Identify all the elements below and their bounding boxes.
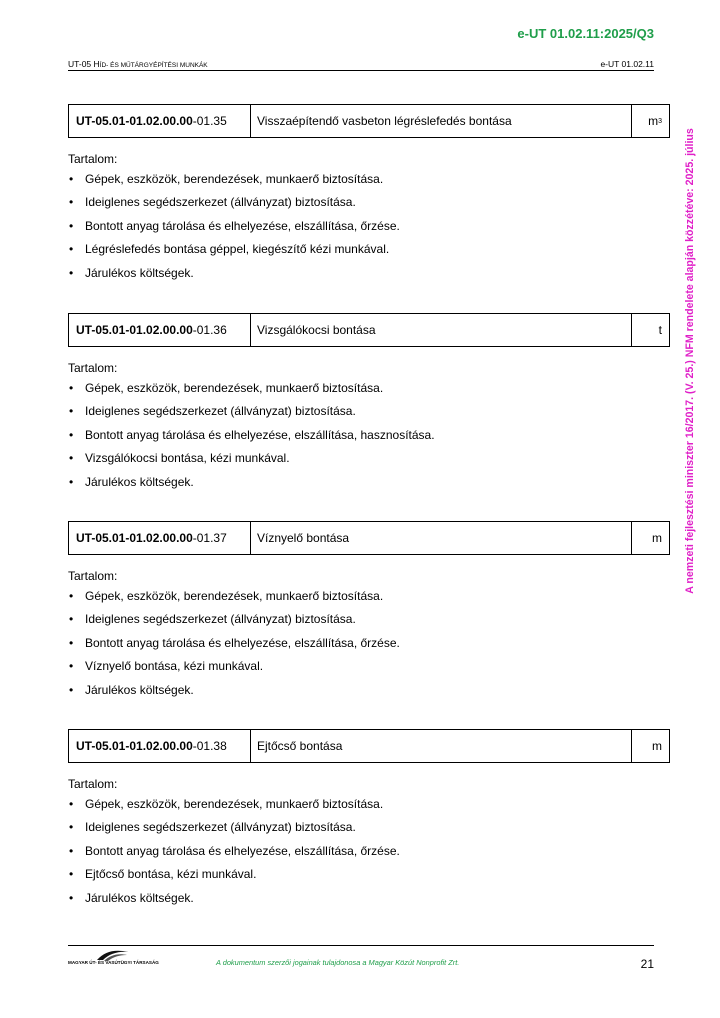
item-code-suffix: -01.37 [192, 531, 227, 545]
work-item [68, 729, 670, 914]
list-item: • Járulékos költségek. [68, 683, 670, 706]
item-header-table [68, 729, 670, 763]
item-code-main: UT-05.01-01.02.00.00 [76, 531, 193, 545]
organization-logo [68, 948, 160, 970]
content-label: Tartalom: [68, 152, 118, 166]
list-item: • Járulékos költségek. [68, 266, 670, 289]
list-item: • Vizsgálókocsi bontása, kézi munkával. [68, 451, 670, 474]
list-item: • Bontott anyag tárolása és elhelyezése, elszállítása, hasznosítása. [68, 428, 670, 451]
list-item: • Ideiglenes segédszerkezet (állványzat) biztosítása. [68, 820, 670, 843]
item-code [69, 730, 251, 762]
unit-text: m [652, 739, 662, 753]
unit-text: m [648, 114, 659, 128]
list-item: • Bontott anyag tárolása és elhelyezése, elszállítása, őrzése. [68, 844, 670, 867]
content-list [68, 381, 670, 498]
item-code-main: UT-05.01-01.02.00.00 [76, 323, 193, 337]
item-title: Víznyelő bontása [257, 531, 350, 545]
work-item [68, 313, 670, 498]
running-header-right: e-UT 01.02.11 [600, 59, 654, 69]
item-title: Vizsgálókocsi bontása [257, 323, 376, 337]
item-header-table [68, 313, 670, 347]
content-label: Tartalom: [68, 361, 118, 375]
list-item: • Ideiglenes segédszerkezet (állványzat) biztosítása. [68, 612, 670, 635]
content-list [68, 172, 670, 289]
list-item: • Gépek, eszközök, berendezések, munkaerő biztosítása. [68, 381, 670, 404]
unit-text: t [658, 323, 662, 337]
side-note [684, 96, 696, 626]
list-item: • Légréslefedés bontása géppel, kiegészítő kézi munkával. [68, 242, 670, 265]
list-item: • Járulékos költségek. [68, 891, 670, 914]
list-item: • Ideiglenes segédszerkezet (állványzat) biztosítása. [68, 404, 670, 427]
content-list [68, 797, 670, 914]
copyright-note: A dokumentum szerzői jogainak tulajdonosa a Magyar Közút Nonprofit Zrt. [216, 958, 460, 967]
item-header-table [68, 104, 670, 138]
item-code-suffix: -01.35 [192, 114, 227, 128]
unit-exponent: 3 [658, 117, 662, 125]
list-item: • Bontott anyag tárolása és elhelyezése, elszállítása, őrzése. [68, 219, 670, 242]
item-title: Ejtőcső bontása [257, 739, 343, 753]
item-unit [631, 522, 669, 554]
content-label: Tartalom: [68, 569, 118, 583]
list-item: • Gépek, eszközök, berendezések, munkaerő biztosítása. [68, 797, 670, 820]
item-code-main: UT-05.01-01.02.00.00 [76, 739, 193, 753]
list-item: • Víznyelő bontása, kézi munkával. [68, 659, 670, 682]
item-code [69, 522, 251, 554]
item-unit [631, 730, 669, 762]
running-header-left [68, 59, 208, 69]
list-item: • Gépek, eszközök, berendezések, munkaerő biztosítása. [68, 172, 670, 195]
content-label: Tartalom: [68, 777, 118, 791]
side-note-text: A nemzeti fejlesztési miniszter 16/2017. (V. 25.) NFM rendelete alapján közzétéve: 2025. július [684, 128, 696, 594]
header-prefix: UT-05 H [68, 59, 100, 69]
list-item: • Ejtőcső bontása, kézi munkával. [68, 867, 670, 890]
list-item: • Ideiglenes segédszerkezet (állványzat) biztosítása. [68, 195, 670, 218]
item-code-suffix: -01.36 [192, 323, 227, 337]
header-rule [68, 70, 654, 71]
content-list [68, 589, 670, 706]
logo-text: MAGYAR ÚT- ÉS VASÚTÜGYI TÁRSASÁG [68, 960, 159, 965]
header-small-caps: ÍD- ÉS MŰTÁRGYÉPÍTÉSI MUNKÁK [99, 62, 208, 69]
item-unit [631, 105, 669, 137]
document-code: e-UT 01.02.11:2025/Q3 [517, 26, 654, 41]
page-number: 21 [640, 957, 654, 971]
list-item: • Bontott anyag tárolása és elhelyezése, elszállítása, őrzése. [68, 636, 670, 659]
footer-rule [68, 945, 654, 946]
item-header-table [68, 521, 670, 555]
item-code-main: UT-05.01-01.02.00.00 [76, 114, 193, 128]
item-code [69, 105, 251, 137]
unit-text: m [652, 531, 662, 545]
list-item: • Járulékos költségek. [68, 475, 670, 498]
item-unit [631, 314, 669, 346]
item-title: Visszaépítendő vasbeton légréslefedés bontása [257, 114, 512, 128]
work-item [68, 521, 670, 706]
item-code [69, 314, 251, 346]
work-item [68, 104, 670, 289]
list-item: • Gépek, eszközök, berendezések, munkaerő biztosítása. [68, 589, 670, 612]
item-code-suffix: -01.38 [192, 739, 227, 753]
